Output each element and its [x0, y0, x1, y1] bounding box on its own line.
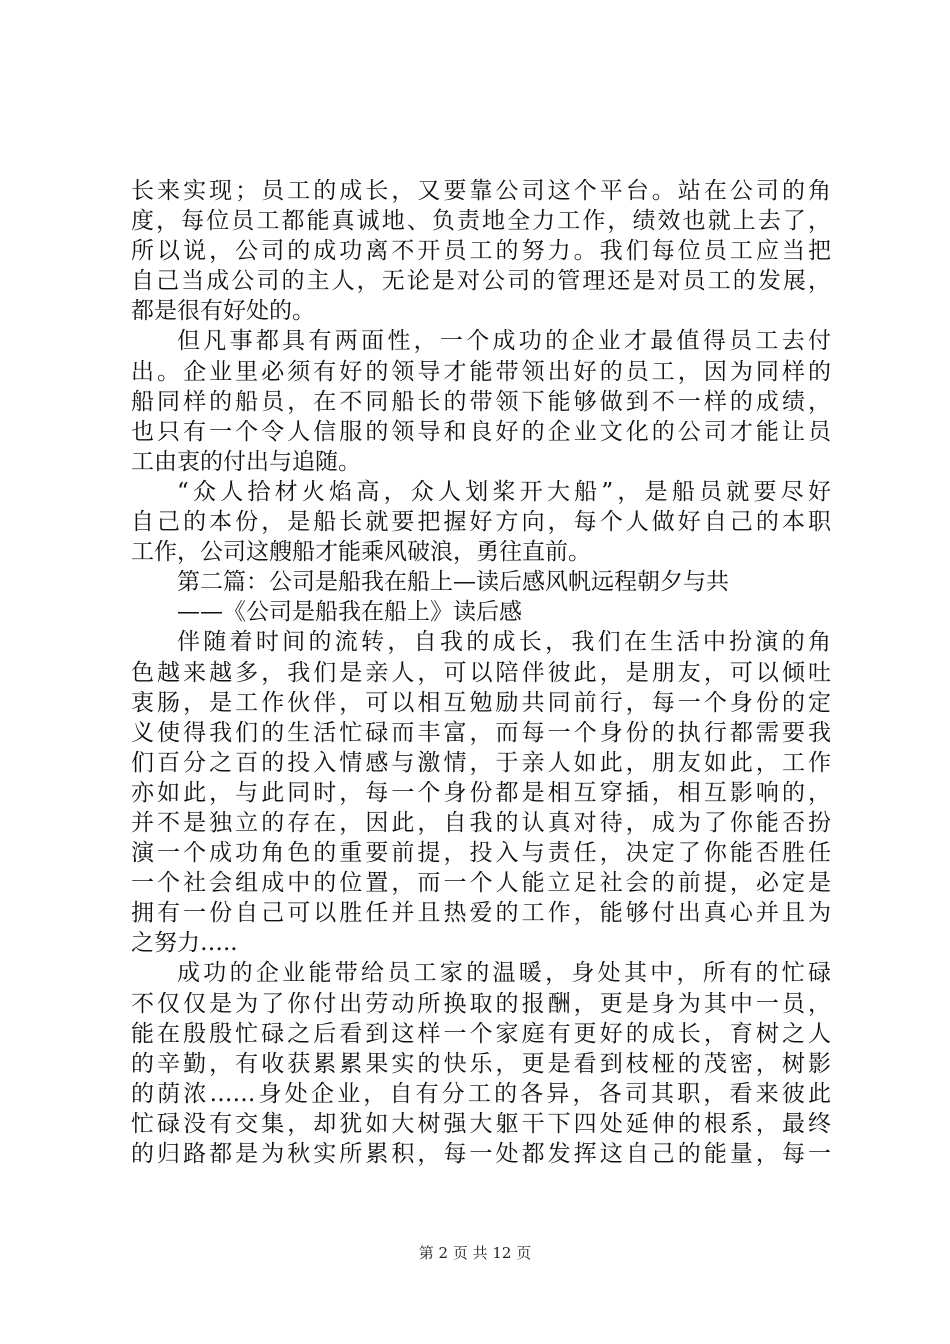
text-line: 忙碌没有交集，却犹如大树强大躯干下四处延伸的根系，最终 [131, 1110, 831, 1137]
text-line: 工作，公司这艘船才能乘风破浪，勇往直前。 [131, 539, 591, 566]
text-line: 出。企业里必须有好的领导才能带领出好的员工，因为同样的 [131, 358, 831, 385]
document-body [131, 176, 831, 1169]
text-line: 的归路都是为秋实所累积，每一处都发挥这自己的能量，每一 [131, 1141, 831, 1167]
text-line: 自己当成公司的主人，无论是对公司的管理还是对员工的发展， [131, 268, 831, 295]
text-line: 但凡事都具有两面性，一个成功的企业才最值得员工去付 [177, 328, 831, 355]
text-line: 都是很有好处的。 [131, 298, 315, 325]
text-line: 自己的本份，是船长就要把握好方向，每个人做好自己的本职 [131, 509, 831, 536]
text-line: 伴随着时间的流转，自我的成长，我们在生活中扮演的角 [177, 629, 831, 656]
text-line: 拥有一份自己可以胜任并且热爱的工作，能够付出真心并且为 [131, 900, 831, 927]
text-line: 所以说，公司的成功离不开员工的努力。我们每位员工应当把 [131, 238, 831, 265]
text-line: 的荫浓……身处企业，自有分工的各异，各司其职，看来彼此 [131, 1080, 831, 1107]
text-line: ——《公司是船我在船上》读后感 [177, 599, 522, 626]
text-line: 的辛勤，有收获累累果实的快乐，更是看到枝桠的茂密，树影 [131, 1050, 831, 1077]
text-line: 度，每位员工都能真诚地、负责地全力工作，绩效也就上去了， [131, 208, 831, 235]
text-line: 义使得我们的生活忙碌而丰富，而每一个身份的执行都需要我 [131, 719, 831, 746]
text-line: 演一个成功角色的重要前提，投入与责任，决定了你能否胜任 [131, 840, 831, 867]
text-line: 成功的企业能带给员工家的温暖，身处其中，所有的忙碌 [177, 960, 831, 987]
text-line: 船同样的船员，在不同船长的带领下能够做到不一样的成绩， [131, 388, 831, 415]
text-line: 第二篇：公司是船我在船上—读后感风帆远程朝夕与共 [177, 569, 729, 596]
text-line: 工由衷的付出与追随。 [131, 448, 361, 475]
text-line: 色越来越多，我们是亲人，可以陪伴彼此，是朋友，可以倾吐 [131, 659, 831, 686]
text-line: 亦如此，与此同时，每一个身份都是相互穿插，相互影响的， [131, 779, 831, 806]
text-line: 并不是独立的存在，因此，自我的认真对待，成为了你能否扮 [131, 809, 831, 836]
text-line: 长来实现；员工的成长，又要靠公司这个平台。站在公司的角 [131, 178, 831, 204]
page-footer: 第 2 页 共 12 页 [418, 1244, 532, 1262]
text-line: 之努力….. [131, 930, 238, 957]
text-line: 不仅仅是为了你付出劳动所换取的报酬，更是身为其中一员， [131, 990, 831, 1017]
text-line: 衷肠，是工作伙伴，可以相互勉励共同前行，每一个身份的定 [131, 689, 831, 716]
text-line: 一个社会组成中的位置，而一个人能立足社会的前提，必定是 [131, 870, 831, 897]
text-line: “众人拾材火焰高，众人划桨开大船”，是船员就要尽好 [177, 478, 831, 505]
text-line: 们百分之百的投入情感与激情，于亲人如此，朋友如此，工作 [131, 749, 831, 776]
text-line: 也只有一个令人信服的领导和良好的企业文化的公司才能让员 [131, 418, 831, 445]
text-line: 能在殷殷忙碌之后看到这样一个家庭有更好的成长，育树之人 [131, 1020, 831, 1047]
